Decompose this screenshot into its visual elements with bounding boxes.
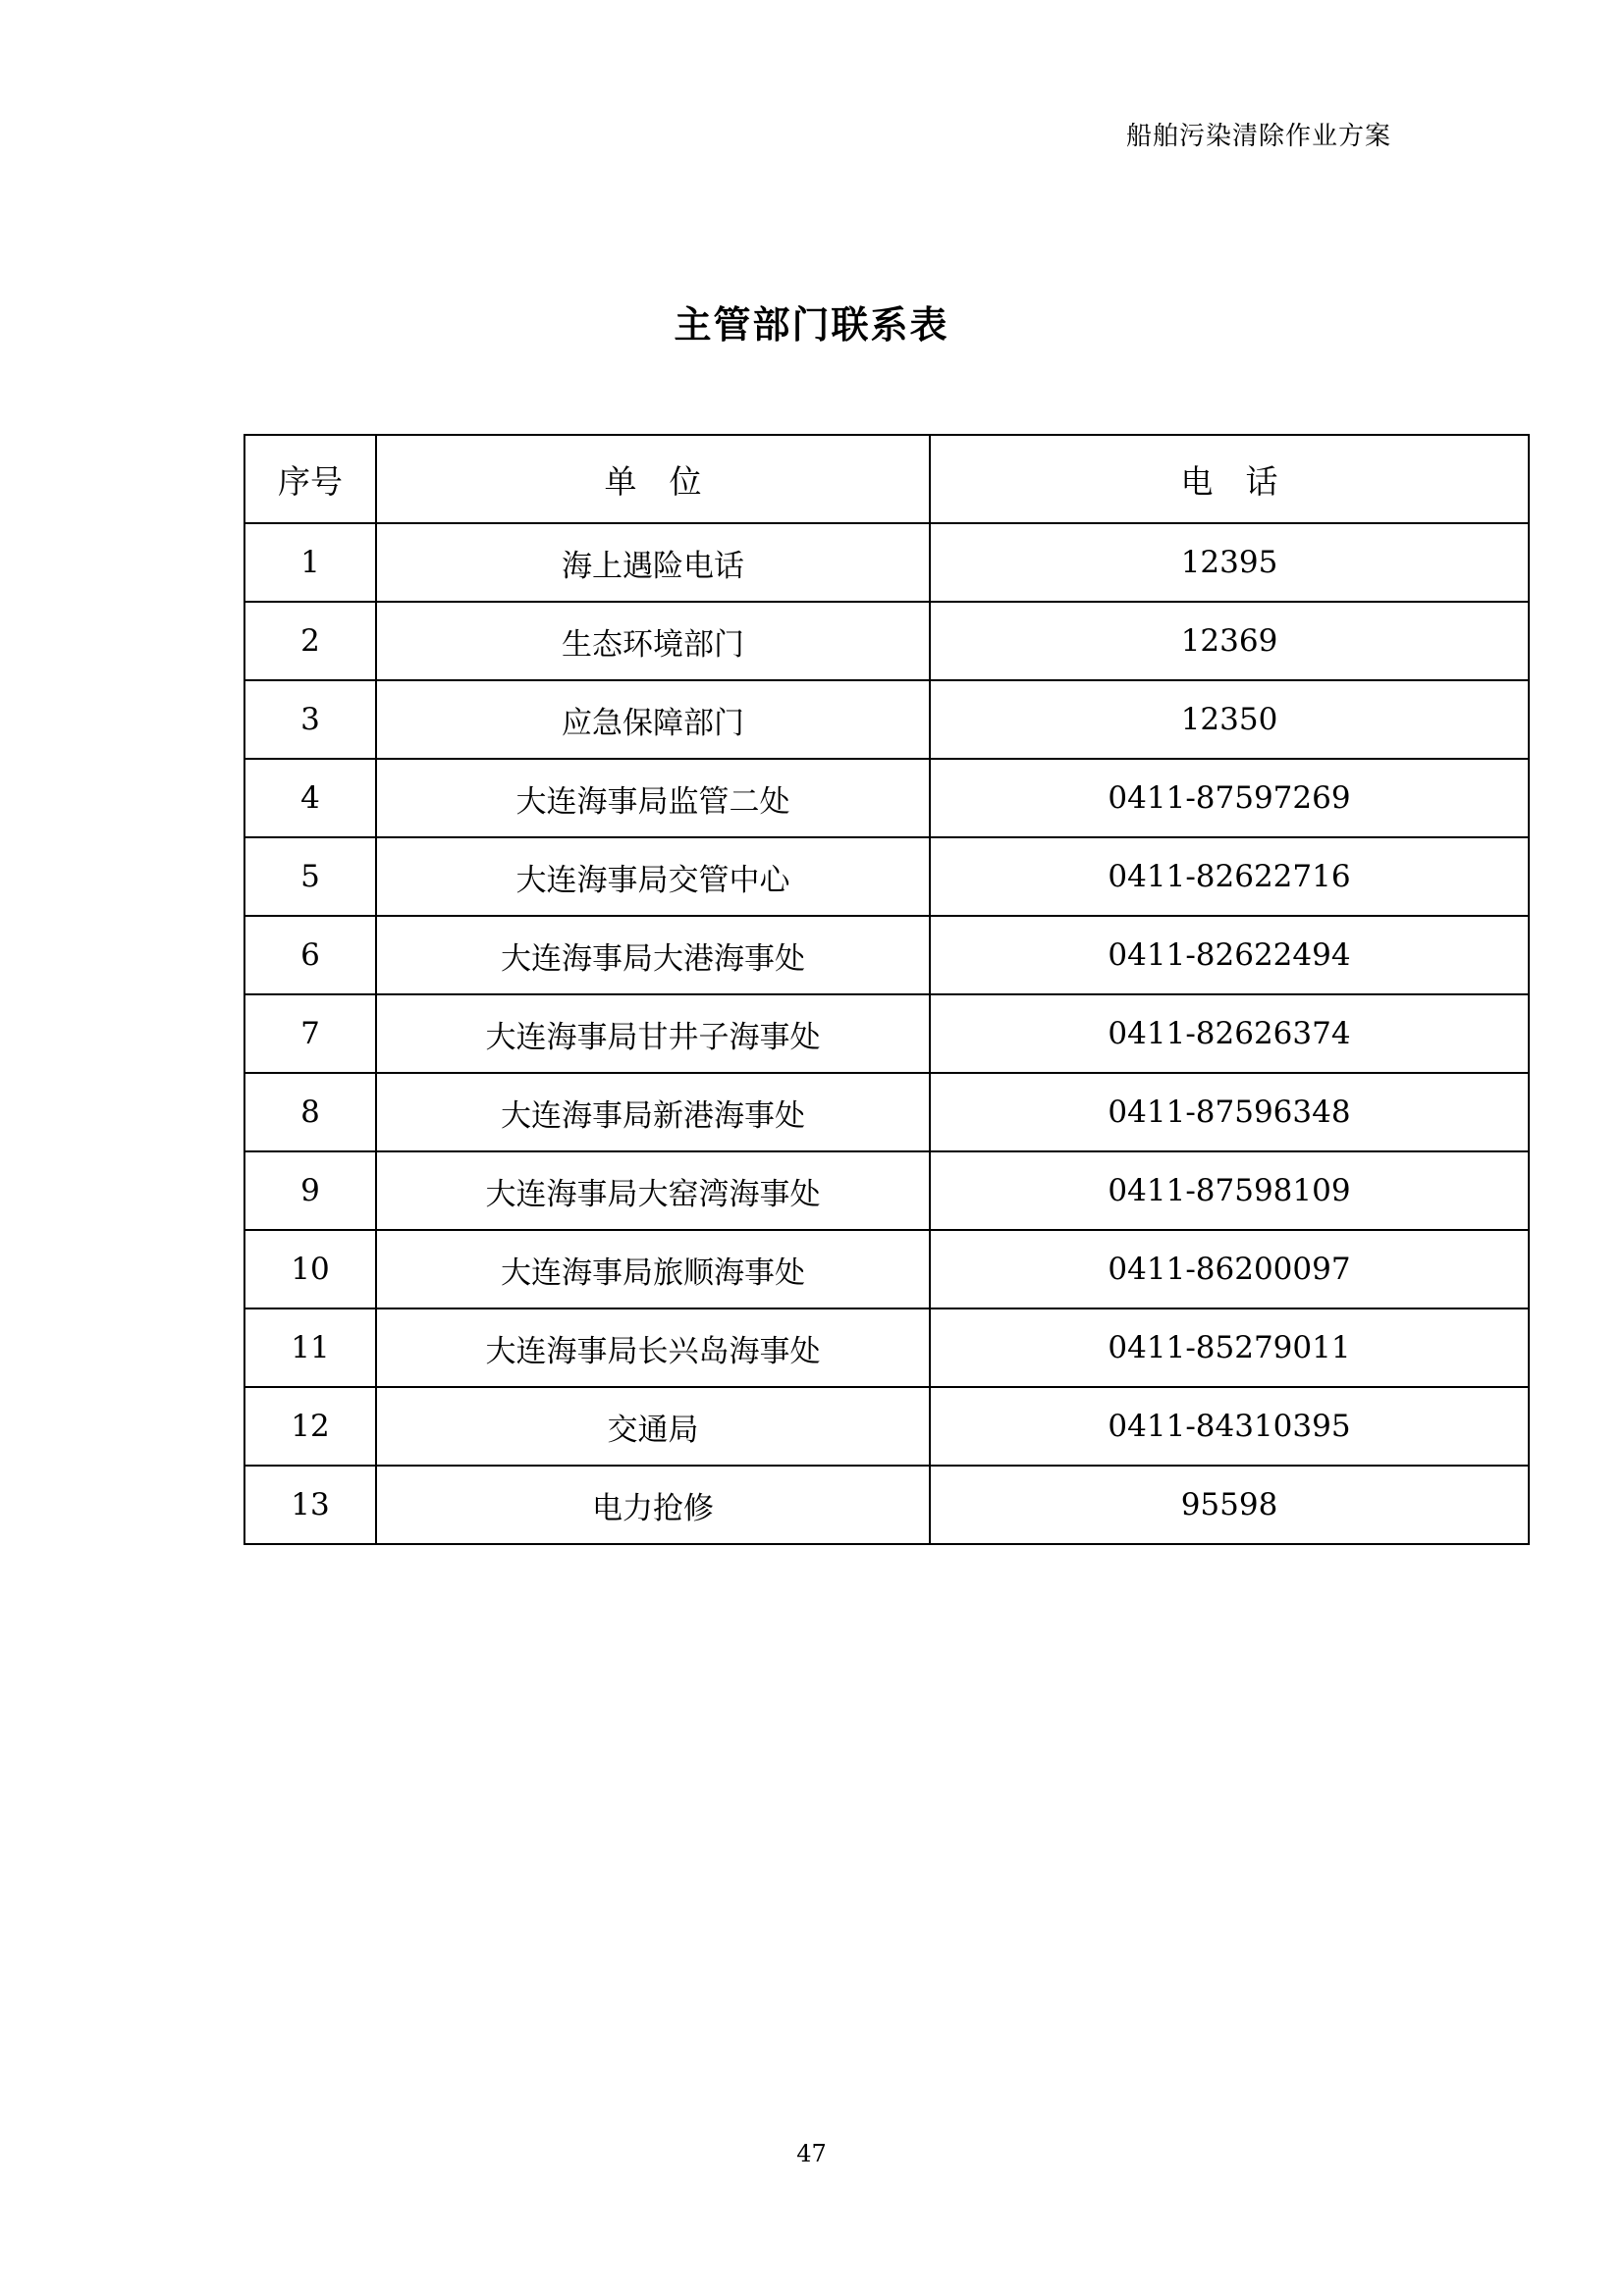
cell-no: 4 <box>244 759 376 837</box>
table-row <box>244 1466 1529 1544</box>
table-row <box>244 1308 1529 1387</box>
cell-no: 12 <box>244 1387 376 1466</box>
column-header-unit: 单 位 <box>376 435 930 523</box>
cell-unit: 应急保障部门 <box>376 680 930 759</box>
cell-phone: 0411-84310395 <box>930 1387 1529 1466</box>
table-row <box>244 1073 1529 1151</box>
table-row <box>244 837 1529 916</box>
running-header: 船舶污染清除作业方案 <box>1125 122 1391 151</box>
cell-no: 10 <box>244 1230 376 1308</box>
page-title: 主管部门联系表 <box>674 303 949 347</box>
table-row <box>244 602 1529 680</box>
contact-table <box>243 434 1530 1545</box>
cell-no: 1 <box>244 523 376 602</box>
column-header-no: 序号 <box>244 435 376 523</box>
cell-unit: 大连海事局大港海事处 <box>376 916 930 994</box>
column-header-phone: 电 话 <box>930 435 1529 523</box>
header-divider <box>242 160 1380 161</box>
cell-unit: 大连海事局监管二处 <box>376 759 930 837</box>
cell-unit: 大连海事局旅顺海事处 <box>376 1230 930 1308</box>
cell-phone: 0411-86200097 <box>930 1230 1529 1308</box>
cell-phone: 12395 <box>930 523 1529 602</box>
cell-unit: 海上遇险电话 <box>376 523 930 602</box>
cell-phone: 12369 <box>930 602 1529 680</box>
cell-phone: 12350 <box>930 680 1529 759</box>
cell-no: 6 <box>244 916 376 994</box>
table-row <box>244 916 1529 994</box>
table-row <box>244 1230 1529 1308</box>
cell-no: 11 <box>244 1308 376 1387</box>
cell-phone: 0411-82622716 <box>930 837 1529 916</box>
cell-phone: 0411-87596348 <box>930 1073 1529 1151</box>
page-number: 47 <box>796 2140 827 2167</box>
cell-no: 5 <box>244 837 376 916</box>
cell-unit: 大连海事局甘井子海事处 <box>376 994 930 1073</box>
table-row <box>244 1387 1529 1466</box>
cell-no: 7 <box>244 994 376 1073</box>
cell-no: 8 <box>244 1073 376 1151</box>
cell-no: 3 <box>244 680 376 759</box>
cell-no: 2 <box>244 602 376 680</box>
table-row <box>244 1151 1529 1230</box>
table-row <box>244 680 1529 759</box>
cell-phone: 0411-87598109 <box>930 1151 1529 1230</box>
cell-unit: 大连海事局新港海事处 <box>376 1073 930 1151</box>
cell-unit: 大连海事局交管中心 <box>376 837 930 916</box>
cell-phone: 0411-82626374 <box>930 994 1529 1073</box>
cell-unit: 大连海事局长兴岛海事处 <box>376 1308 930 1387</box>
cell-unit: 生态环境部门 <box>376 602 930 680</box>
cell-phone: 0411-85279011 <box>930 1308 1529 1387</box>
cell-unit: 大连海事局大窑湾海事处 <box>376 1151 930 1230</box>
cell-phone: 95598 <box>930 1466 1529 1544</box>
cell-unit: 交通局 <box>376 1387 930 1466</box>
cell-unit: 电力抢修 <box>376 1466 930 1544</box>
table-row <box>244 759 1529 837</box>
cell-no: 9 <box>244 1151 376 1230</box>
cell-no: 13 <box>244 1466 376 1544</box>
cell-phone: 0411-87597269 <box>930 759 1529 837</box>
cell-phone: 0411-82622494 <box>930 916 1529 994</box>
table-row <box>244 523 1529 602</box>
table-header-row <box>244 435 1529 523</box>
table-row <box>244 994 1529 1073</box>
